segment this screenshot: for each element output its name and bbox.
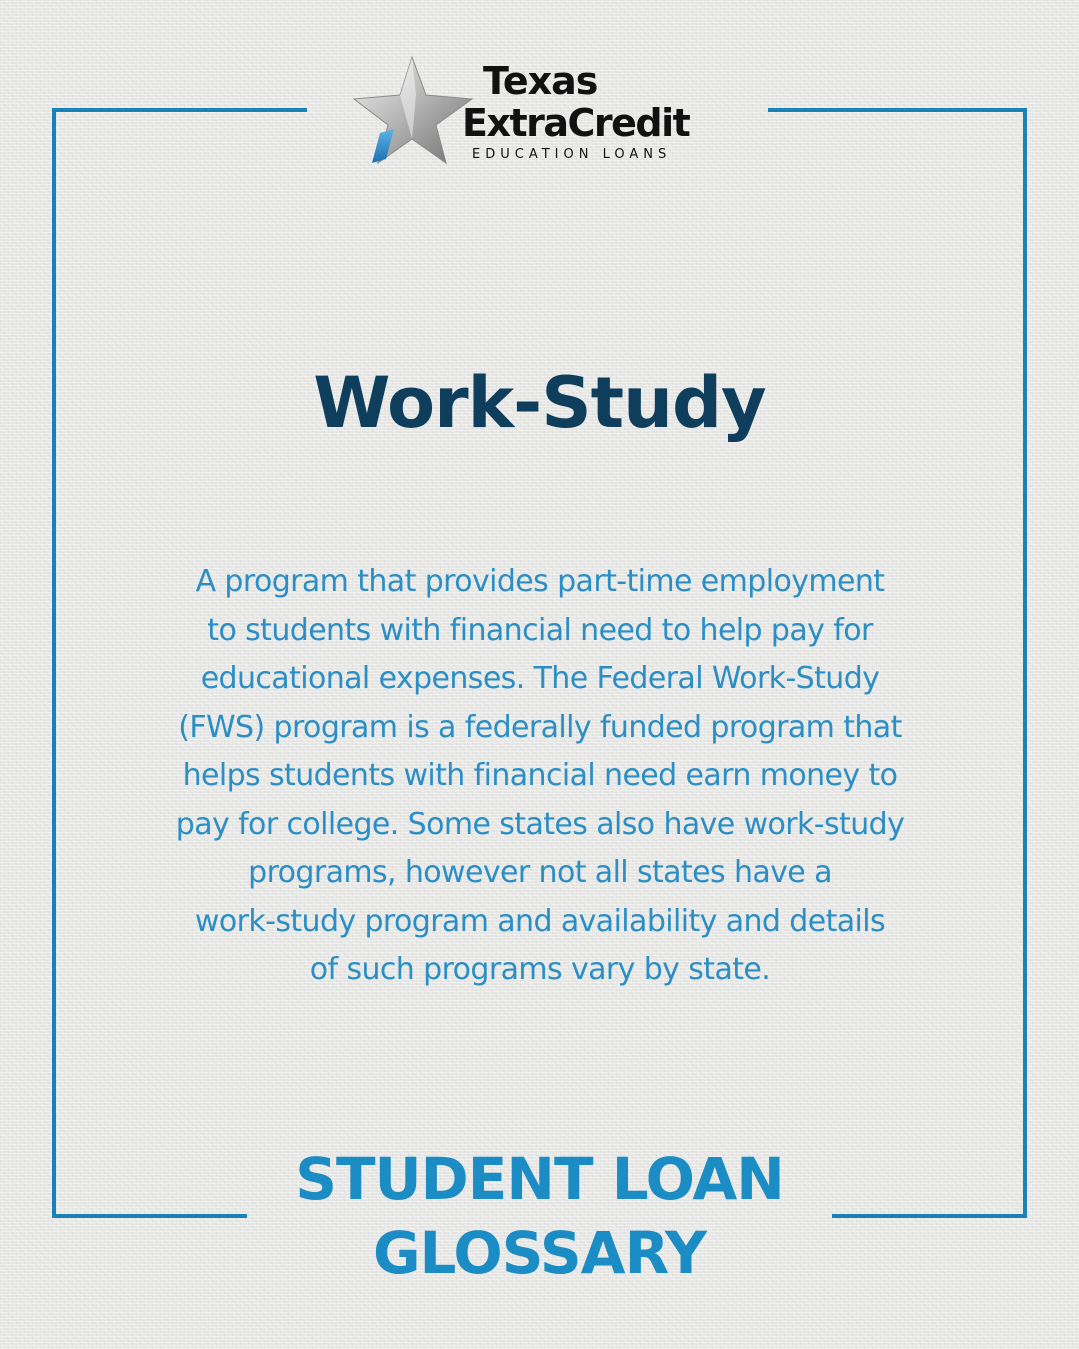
frame-top-left [52,108,307,112]
definition-line: (FWS) program is a federally funded program that [178,709,902,745]
frame-right [1023,108,1027,1214]
glossary-line1: STUDENT LOAN [295,1145,784,1213]
frame-left [52,108,56,1214]
definition-line: helps students with financial need earn money to [182,758,898,793]
definition-line: A program that provides part-time employment [195,564,885,599]
brand-tagline: EDUCATION LOANS [472,147,672,162]
definition-line: of such programs vary by state. [309,952,771,987]
definition-line: programs, however not all states have a [248,855,832,890]
definition-text [110,558,970,995]
definition-line: educational expenses. The Federal Work-Study [200,661,880,696]
star-icon [350,55,480,170]
glossary-line2: GLOSSARY [372,1219,707,1287]
frame-top-right [768,108,1027,112]
page-title: Work-Study [313,362,766,444]
definition-line: work-study program and availability and details [194,903,886,939]
definition-line: pay for college. Some states also have work-study [175,806,905,842]
brand-name-line1: Texas [483,59,598,103]
definition-line: to students with financial need to help pay for [207,612,873,648]
glossary-footer [0,1142,1079,1290]
brand-name-line2: ExtraCredit [462,101,690,145]
brand-logo [350,55,740,175]
